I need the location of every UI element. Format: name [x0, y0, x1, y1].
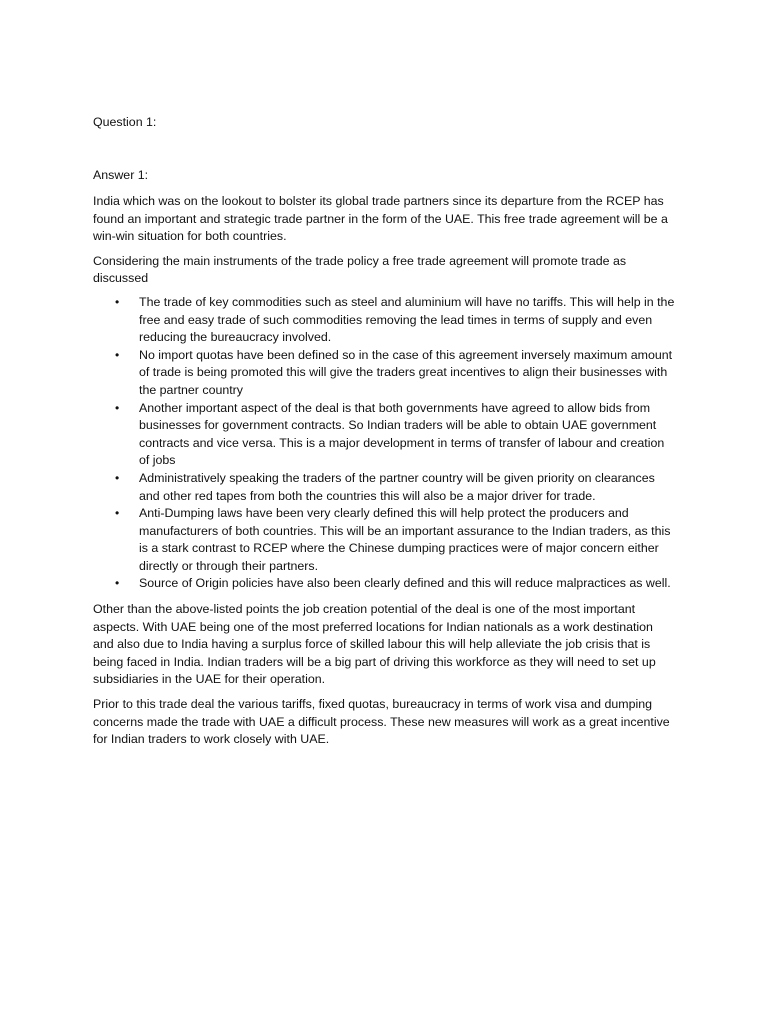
list-item-text: No import quotas have been defined so in the case of this agreement inversely maximum amount of trade is being promoted this will give the traders great incentives to align their businesses with the partner country: [139, 347, 673, 397]
closing-paragraph: Prior to this trade deal the various tariffs, fixed quotas, bureaucracy in terms of work visa and dumping concerns made the trade with UAE a difficult process. These new measures will work as a great incentive for Indian traders to work closely with UAE.: [93, 697, 670, 747]
list-item: [93, 294, 677, 347]
list-item-text: Another important aspect of the deal is that both governments have agreed to allow bids from businesses for government contracts. So Indian traders will be able to obtain UAE government contracts and vice versa. This is a major development in terms of transfer of labour and creation of jobs: [139, 400, 665, 468]
document-body: [93, 114, 677, 749]
list-item-text: Source of Origin policies have also been clearly defined and this will reduce malpractices as well.: [139, 576, 671, 591]
intro-paragraph: India which was on the lookout to bolster its global trade partners since its departure from the RCEP has found an important and strategic trade partner in the form of the UAE. This free trade agreement will be a win-win situation for both countries.: [93, 194, 668, 244]
bullet-list: [93, 294, 677, 593]
bullet-icon: •: [115, 294, 120, 309]
question-heading: Question 1:: [93, 115, 157, 129]
instruments-paragraph: Considering the main instruments of the trade policy a free trade agreement will promote trade as discussed: [93, 253, 627, 286]
list-item-text: Anti-Dumping laws have been very clearly defined this will help protect the producers and manufacturers of both countries. This will be an important assurance to the Indian traders, as this is a stark contrast to RCEP where the Chinese dumping practices were of major concern either directly or through their partners.: [139, 506, 671, 573]
bullet-icon: •: [115, 576, 120, 591]
job-creation-paragraph: Other than the above-listed points the job creation potential of the deal is one of the most important aspects. With UAE being one of the most preferred locations for Indian nationals as a work destination and also due to India having a surplus force of skilled labour this will help alleviate the job crisis that is being faced in India. Indian traders will be a big part of driving this workforce as they will need to set up subsidiaries in the UAE for their operation.: [93, 602, 656, 687]
list-item-text: The trade of key commodities such as steel and aluminium will have no tariffs. This will help in the free and easy trade of such commodities removing the lead times in terms of supply and even reducing the bureaucracy involved.: [139, 294, 675, 345]
list-item: [93, 505, 677, 575]
list-item: [93, 575, 677, 593]
list-item-text: Administratively speaking the traders of the partner country will be given priority on clearances and other red tapes from both the countries this will also be a major driver for trade.: [139, 470, 655, 503]
list-item: [93, 470, 677, 505]
bullet-icon: •: [115, 400, 120, 415]
bullet-icon: •: [115, 347, 120, 362]
list-item: [93, 347, 677, 400]
answer-heading: Answer 1:: [93, 168, 149, 182]
list-item: [93, 400, 677, 470]
bullet-icon: •: [115, 470, 120, 485]
bullet-icon: •: [115, 506, 120, 521]
